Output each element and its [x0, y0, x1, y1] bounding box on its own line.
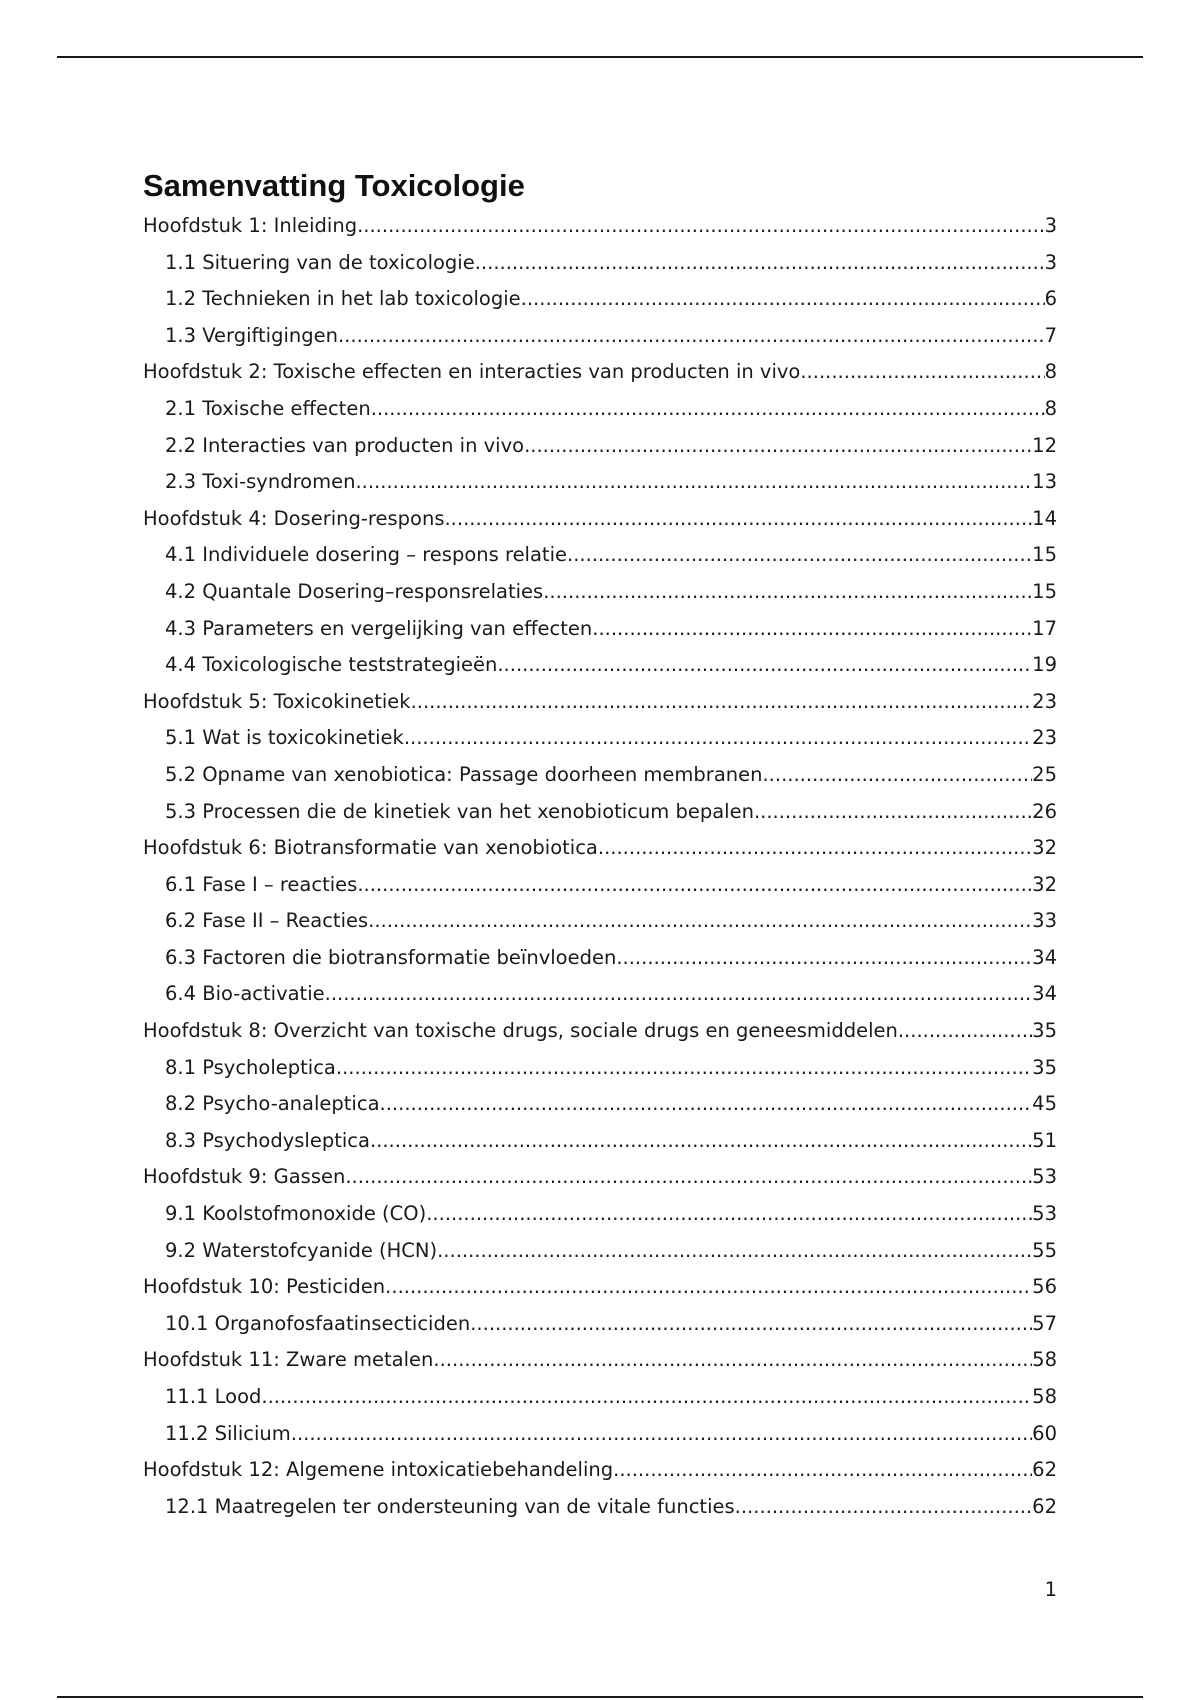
- toc-chapter-entry[interactable]: [143, 1452, 1057, 1489]
- toc-dot-leader: [754, 794, 1032, 831]
- toc-entry-page: 14: [1032, 506, 1057, 530]
- toc-entry-title: 11.1 Lood: [165, 1385, 262, 1408]
- toc-dot-leader: [336, 1050, 1032, 1087]
- toc-entry-title: Hoofdstuk 8: Overzicht van toxische drugs, sociale drugs en geneesmiddelen: [143, 1019, 898, 1043]
- toc-entry-title: 5.2 Opname van xenobiotica: Passage doorheen membranen: [165, 762, 763, 786]
- toc-entry-page: 25: [1032, 762, 1057, 786]
- toc-entry-title: Hoofdstuk 4: Dosering-respons: [143, 506, 445, 530]
- toc-section-entry[interactable]: [143, 1489, 1057, 1526]
- toc-dot-leader: [357, 867, 1032, 904]
- toc-section-entry[interactable]: [143, 1086, 1057, 1123]
- toc-section-entry[interactable]: [143, 1196, 1057, 1233]
- toc-section-entry[interactable]: [143, 537, 1057, 574]
- toc-entry-page: 23: [1032, 689, 1057, 713]
- toc-entry-page: 17: [1032, 616, 1057, 640]
- toc-entry-page: 62: [1032, 1494, 1057, 1518]
- document-title: Samenvatting Toxicologie: [143, 168, 525, 203]
- toc-section-entry[interactable]: [143, 1233, 1057, 1270]
- toc-dot-leader: [368, 903, 1032, 940]
- toc-section-entry[interactable]: [143, 1416, 1057, 1453]
- toc-section-entry[interactable]: [143, 903, 1057, 940]
- toc-entry-title: 5.1 Wat is toxicokinetiek: [165, 726, 404, 750]
- toc-dot-leader: [370, 1123, 1032, 1160]
- toc-dot-leader: [444, 501, 1032, 538]
- toc-entry-title: 6.2 Fase II – Reacties: [165, 909, 369, 933]
- toc-entry-title: 1.2 Technieken in het lab toxicologie: [165, 287, 521, 311]
- toc-section-entry[interactable]: [143, 464, 1057, 501]
- toc-dot-leader: [800, 354, 1044, 391]
- toc-dot-leader: [762, 757, 1032, 794]
- toc-entry-title: Hoofdstuk 6: Biotransformatie van xenobiotica: [143, 836, 598, 860]
- toc-dot-leader: [355, 464, 1032, 501]
- page-number: 1: [1044, 1578, 1057, 1601]
- toc-entry-page: 60: [1032, 1421, 1057, 1445]
- toc-section-entry[interactable]: [143, 1123, 1057, 1160]
- toc-entry-title: Hoofdstuk 10: Pesticiden: [143, 1275, 386, 1299]
- toc-section-entry[interactable]: [143, 611, 1057, 648]
- toc-entry-title: 12.1 Maatregelen ter ondersteuning van de vitale functies: [165, 1494, 735, 1518]
- toc-entry-title: 4.4 Toxicologische teststrategieën: [165, 653, 498, 677]
- toc-dot-leader: [592, 611, 1032, 648]
- toc-section-entry[interactable]: [143, 794, 1057, 831]
- toc-chapter-entry[interactable]: [143, 501, 1057, 538]
- toc-entry-page: 23: [1032, 726, 1057, 750]
- toc-section-entry[interactable]: [143, 867, 1057, 904]
- toc-entry-page: 62: [1032, 1458, 1057, 1482]
- toc-dot-leader: [385, 1269, 1032, 1306]
- toc-dot-leader: [616, 940, 1032, 977]
- toc-entry-page: 34: [1032, 945, 1057, 969]
- toc-entry-title: 4.3 Parameters en vergelijking van effecten: [165, 616, 593, 640]
- toc-entry-title: 1.1 Situering van de toxicologie: [165, 250, 475, 274]
- toc-dot-leader: [497, 647, 1032, 684]
- toc-chapter-entry[interactable]: [143, 1269, 1057, 1306]
- toc-entry-title: 9.2 Waterstofcyanide (HCN): [165, 1238, 438, 1262]
- toc-entry-page: 32: [1032, 836, 1057, 860]
- toc-section-entry[interactable]: [143, 1050, 1057, 1087]
- toc-entry-title: Hoofdstuk 11: Zware metalen: [143, 1348, 434, 1372]
- toc-section-entry[interactable]: [143, 318, 1057, 355]
- document-body: [143, 164, 1057, 1525]
- toc-dot-leader: [357, 208, 1045, 245]
- toc-entry-title: 4.2 Quantale Dosering–responsrelaties: [165, 579, 544, 603]
- toc-dot-leader: [521, 281, 1045, 318]
- toc-entry-title: Hoofdstuk 1: Inleiding: [143, 214, 358, 237]
- toc-entry-title: 11.2 Silicium: [165, 1421, 291, 1445]
- toc-section-entry[interactable]: [143, 1306, 1057, 1343]
- toc-entry-title: Hoofdstuk 2: Toxische effecten en interacties van producten in vivo: [143, 360, 801, 384]
- toc-entry-page: 35: [1032, 1019, 1057, 1043]
- toc-chapter-entry[interactable]: [143, 208, 1057, 245]
- toc-dot-leader: [470, 1306, 1032, 1343]
- toc-entry-title: 2.1 Toxische effecten: [165, 396, 371, 420]
- toc-dot-leader: [898, 1013, 1032, 1050]
- toc-chapter-entry[interactable]: [143, 354, 1057, 391]
- toc-entry-page: 51: [1032, 1128, 1057, 1152]
- toc-entry-title: 8.3 Psychodysleptica: [165, 1128, 370, 1152]
- toc-dot-leader: [524, 428, 1032, 465]
- toc-entry-page: 26: [1032, 799, 1057, 823]
- toc-entry-page: 33: [1032, 909, 1057, 933]
- toc-dot-leader: [291, 1416, 1032, 1453]
- toc-dot-leader: [371, 391, 1045, 428]
- toc-entry-title: 6.3 Factoren die biotransformatie beïnvloeden: [165, 945, 617, 969]
- toc-section-entry[interactable]: [143, 757, 1057, 794]
- toc-chapter-entry[interactable]: [143, 1159, 1057, 1196]
- toc-dot-leader: [475, 245, 1045, 282]
- toc-entry-page: 19: [1032, 653, 1057, 677]
- toc-dot-leader: [598, 830, 1032, 867]
- footer-rule: [57, 1696, 1143, 1698]
- toc-entry-page: 34: [1032, 982, 1057, 1006]
- toc-entry-title: 2.2 Interacties van producten in vivo: [165, 433, 525, 457]
- toc-entry-title: 10.1 Organofosfaatinsecticiden: [165, 1311, 471, 1335]
- toc-entry-page: 3: [1044, 250, 1057, 274]
- toc-entry-title: 4.1 Individuele dosering – respons relatie: [165, 543, 567, 567]
- toc-entry-page: 32: [1032, 872, 1057, 896]
- toc-entry-page: 3: [1044, 214, 1057, 237]
- toc-entry-page: 13: [1032, 470, 1057, 494]
- toc-entry-title: 5.3 Processen die de kinetiek van het xenobioticum bepalen: [165, 799, 754, 823]
- toc-dot-leader: [433, 1342, 1032, 1379]
- toc-dot-leader: [426, 1196, 1032, 1233]
- toc-entry-page: 6: [1044, 287, 1057, 311]
- toc-entry-title: 8.2 Psycho-analeptica: [165, 1092, 380, 1116]
- toc-section-entry[interactable]: [143, 574, 1057, 611]
- toc-dot-leader: [543, 574, 1032, 611]
- toc-entry-page: 58: [1032, 1385, 1057, 1408]
- toc-dot-leader: [411, 684, 1033, 721]
- toc-section-entry[interactable]: [143, 1379, 1057, 1416]
- toc-entry-page: 12: [1032, 433, 1057, 457]
- toc-entry-page: 8: [1044, 396, 1057, 420]
- toc-entry-title: 2.3 Toxi-syndromen: [165, 470, 356, 494]
- toc-entry-page: 56: [1032, 1275, 1057, 1299]
- toc-entry-title: Hoofdstuk 5: Toxicokinetiek: [143, 689, 411, 713]
- toc-entry-title: 1.3 Vergiftigingen: [165, 323, 338, 347]
- toc-dot-leader: [567, 537, 1032, 574]
- toc-entry-page: 55: [1032, 1238, 1057, 1262]
- toc-entry-title: 8.1 Psycholeptica: [165, 1055, 336, 1079]
- toc-dot-leader: [261, 1379, 1032, 1416]
- toc-entry-page: 53: [1032, 1165, 1057, 1189]
- toc-chapter-entry[interactable]: [143, 830, 1057, 867]
- toc-entry-page: 57: [1032, 1311, 1057, 1335]
- toc-section-entry[interactable]: [143, 976, 1057, 1013]
- toc-chapter-entry[interactable]: [143, 1013, 1057, 1050]
- toc-dot-leader: [345, 1159, 1032, 1196]
- toc-entry-page: 15: [1032, 579, 1057, 603]
- toc-entry-page: 35: [1032, 1055, 1057, 1079]
- toc-section-entry[interactable]: [143, 940, 1057, 977]
- toc-entry-title: 6.4 Bio-activatie: [165, 982, 325, 1006]
- header-rule: [57, 56, 1143, 58]
- toc-section-entry[interactable]: [143, 647, 1057, 684]
- toc-entry-title: Hoofdstuk 9: Gassen: [143, 1165, 346, 1189]
- toc-chapter-entry[interactable]: [143, 684, 1057, 721]
- toc-entry-page: 58: [1032, 1348, 1057, 1372]
- toc-section-entry[interactable]: [143, 391, 1057, 428]
- toc-entry-page: 53: [1032, 1202, 1057, 1226]
- toc-entry-title: Hoofdstuk 12: Algemene intoxicatiebehandeling: [143, 1458, 614, 1482]
- toc-entry-page: 15: [1032, 543, 1057, 567]
- toc-dot-leader: [613, 1452, 1032, 1489]
- toc-chapter-entry[interactable]: [143, 1342, 1057, 1379]
- toc-entry-page: 8: [1044, 360, 1057, 384]
- toc-dot-leader: [404, 720, 1032, 757]
- toc-dot-leader: [380, 1086, 1033, 1123]
- toc-dot-leader: [338, 318, 1045, 355]
- toc-section-entry[interactable]: [143, 428, 1057, 465]
- toc-section-entry[interactable]: [143, 281, 1057, 318]
- toc-dot-leader: [437, 1233, 1032, 1270]
- toc-entry-title: 9.1 Koolstofmonoxide (CO): [165, 1202, 427, 1226]
- toc-section-entry[interactable]: [143, 720, 1057, 757]
- table-of-contents: [143, 208, 1057, 1525]
- toc-section-entry[interactable]: [143, 245, 1057, 282]
- toc-entry-page: 45: [1032, 1092, 1057, 1116]
- toc-entry-page: 7: [1044, 323, 1057, 347]
- toc-entry-title: 6.1 Fase I – reacties: [165, 872, 358, 896]
- toc-dot-leader: [735, 1489, 1033, 1526]
- toc-dot-leader: [325, 976, 1033, 1013]
